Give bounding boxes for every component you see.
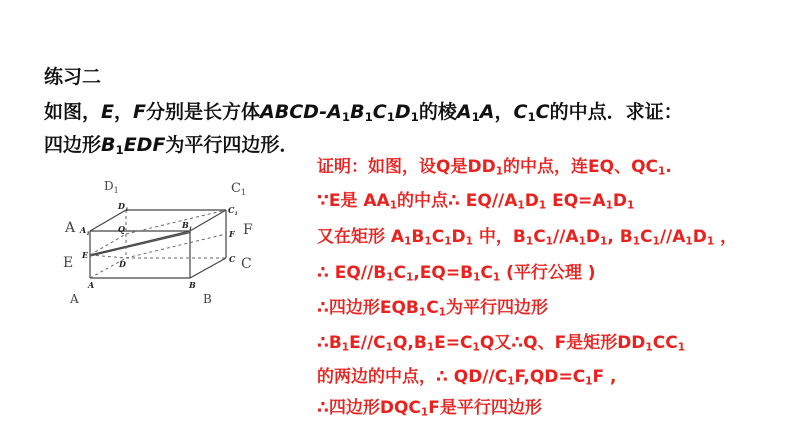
segment-eb1-shadow bbox=[90, 233, 190, 257]
label-c: C bbox=[229, 254, 236, 264]
outer-label-a: A bbox=[70, 292, 79, 304]
label-a1: $A_1$ bbox=[80, 225, 90, 237]
label-a: A bbox=[88, 280, 95, 290]
outer-label-c: C bbox=[241, 256, 252, 272]
label-f: F bbox=[229, 229, 235, 239]
segment-eb1 bbox=[90, 231, 190, 255]
outer-label-f: F bbox=[243, 222, 253, 238]
segment-ed-hidden bbox=[90, 255, 126, 258]
cuboid-figure bbox=[58, 176, 268, 304]
proof-line-2: ∵E是 $AA_1$的中点∴ $EQ//A_1D_1$ $EQ=A_1D_1$ bbox=[317, 191, 635, 212]
outer-label-d1: $D_1$ bbox=[104, 179, 119, 195]
label-d: D bbox=[119, 259, 126, 269]
question-line-2: 四边形$B_1EDF$为平行四边形． bbox=[44, 134, 299, 157]
exercise-title: 练习二 bbox=[44, 66, 102, 88]
outer-label-c1: $C_1$ bbox=[231, 181, 247, 197]
proof-line-1: 证明：如图，设Q是$DD_1$的中点，连EQ、$QC_1$. bbox=[317, 157, 672, 178]
label-b1: $B_1$ bbox=[182, 220, 193, 232]
question-line-1: 如图，E，F分别是长方体ABCD-$A_1B_1C_1D_1$的棱$A_1A$，$C_1C$的中点．求证： bbox=[44, 101, 683, 124]
segment-df-hidden bbox=[126, 234, 226, 258]
proof-line-4: ∴ $EQ//B_1C_1,EQ=B_1C_1$ (平行公理 ) bbox=[317, 263, 596, 284]
label-b: B bbox=[189, 280, 196, 290]
proof-line-6: $\therefore B_1E//C_1Q,B_1E=C_1Q$又∴Q、F是矩形$DD_1CC_1$ bbox=[317, 333, 686, 354]
outer-label-b: B bbox=[203, 292, 212, 304]
label-q: Q bbox=[118, 224, 125, 234]
outer-label-a1: A bbox=[65, 220, 76, 236]
label-c1: $C_1$ bbox=[228, 205, 238, 217]
label-d1: $D_1$ bbox=[118, 201, 129, 213]
edge-b1c1 bbox=[190, 210, 226, 231]
outer-label-e: E bbox=[63, 255, 74, 271]
proof-line-3: 又在矩形 $A_1B_1C_1D_1$ 中，$B_1C_1//A_1D_1$, $B_1C_1//A_1D_1$ ， bbox=[317, 227, 738, 248]
proof-line-7: 的两边的中点，∴ $QD//C_1F,QD=C_1F$ , bbox=[317, 367, 617, 388]
label-e: E bbox=[82, 250, 89, 260]
proof-line-8: ∴四边形$DQC_1F$是平行四边形 bbox=[317, 398, 542, 419]
segment-qc1-hidden bbox=[126, 210, 226, 234]
edge-bc bbox=[190, 258, 226, 278]
proof-line-5: ∴四边形$EQB_1C_1$为平行四边形 bbox=[317, 298, 548, 319]
